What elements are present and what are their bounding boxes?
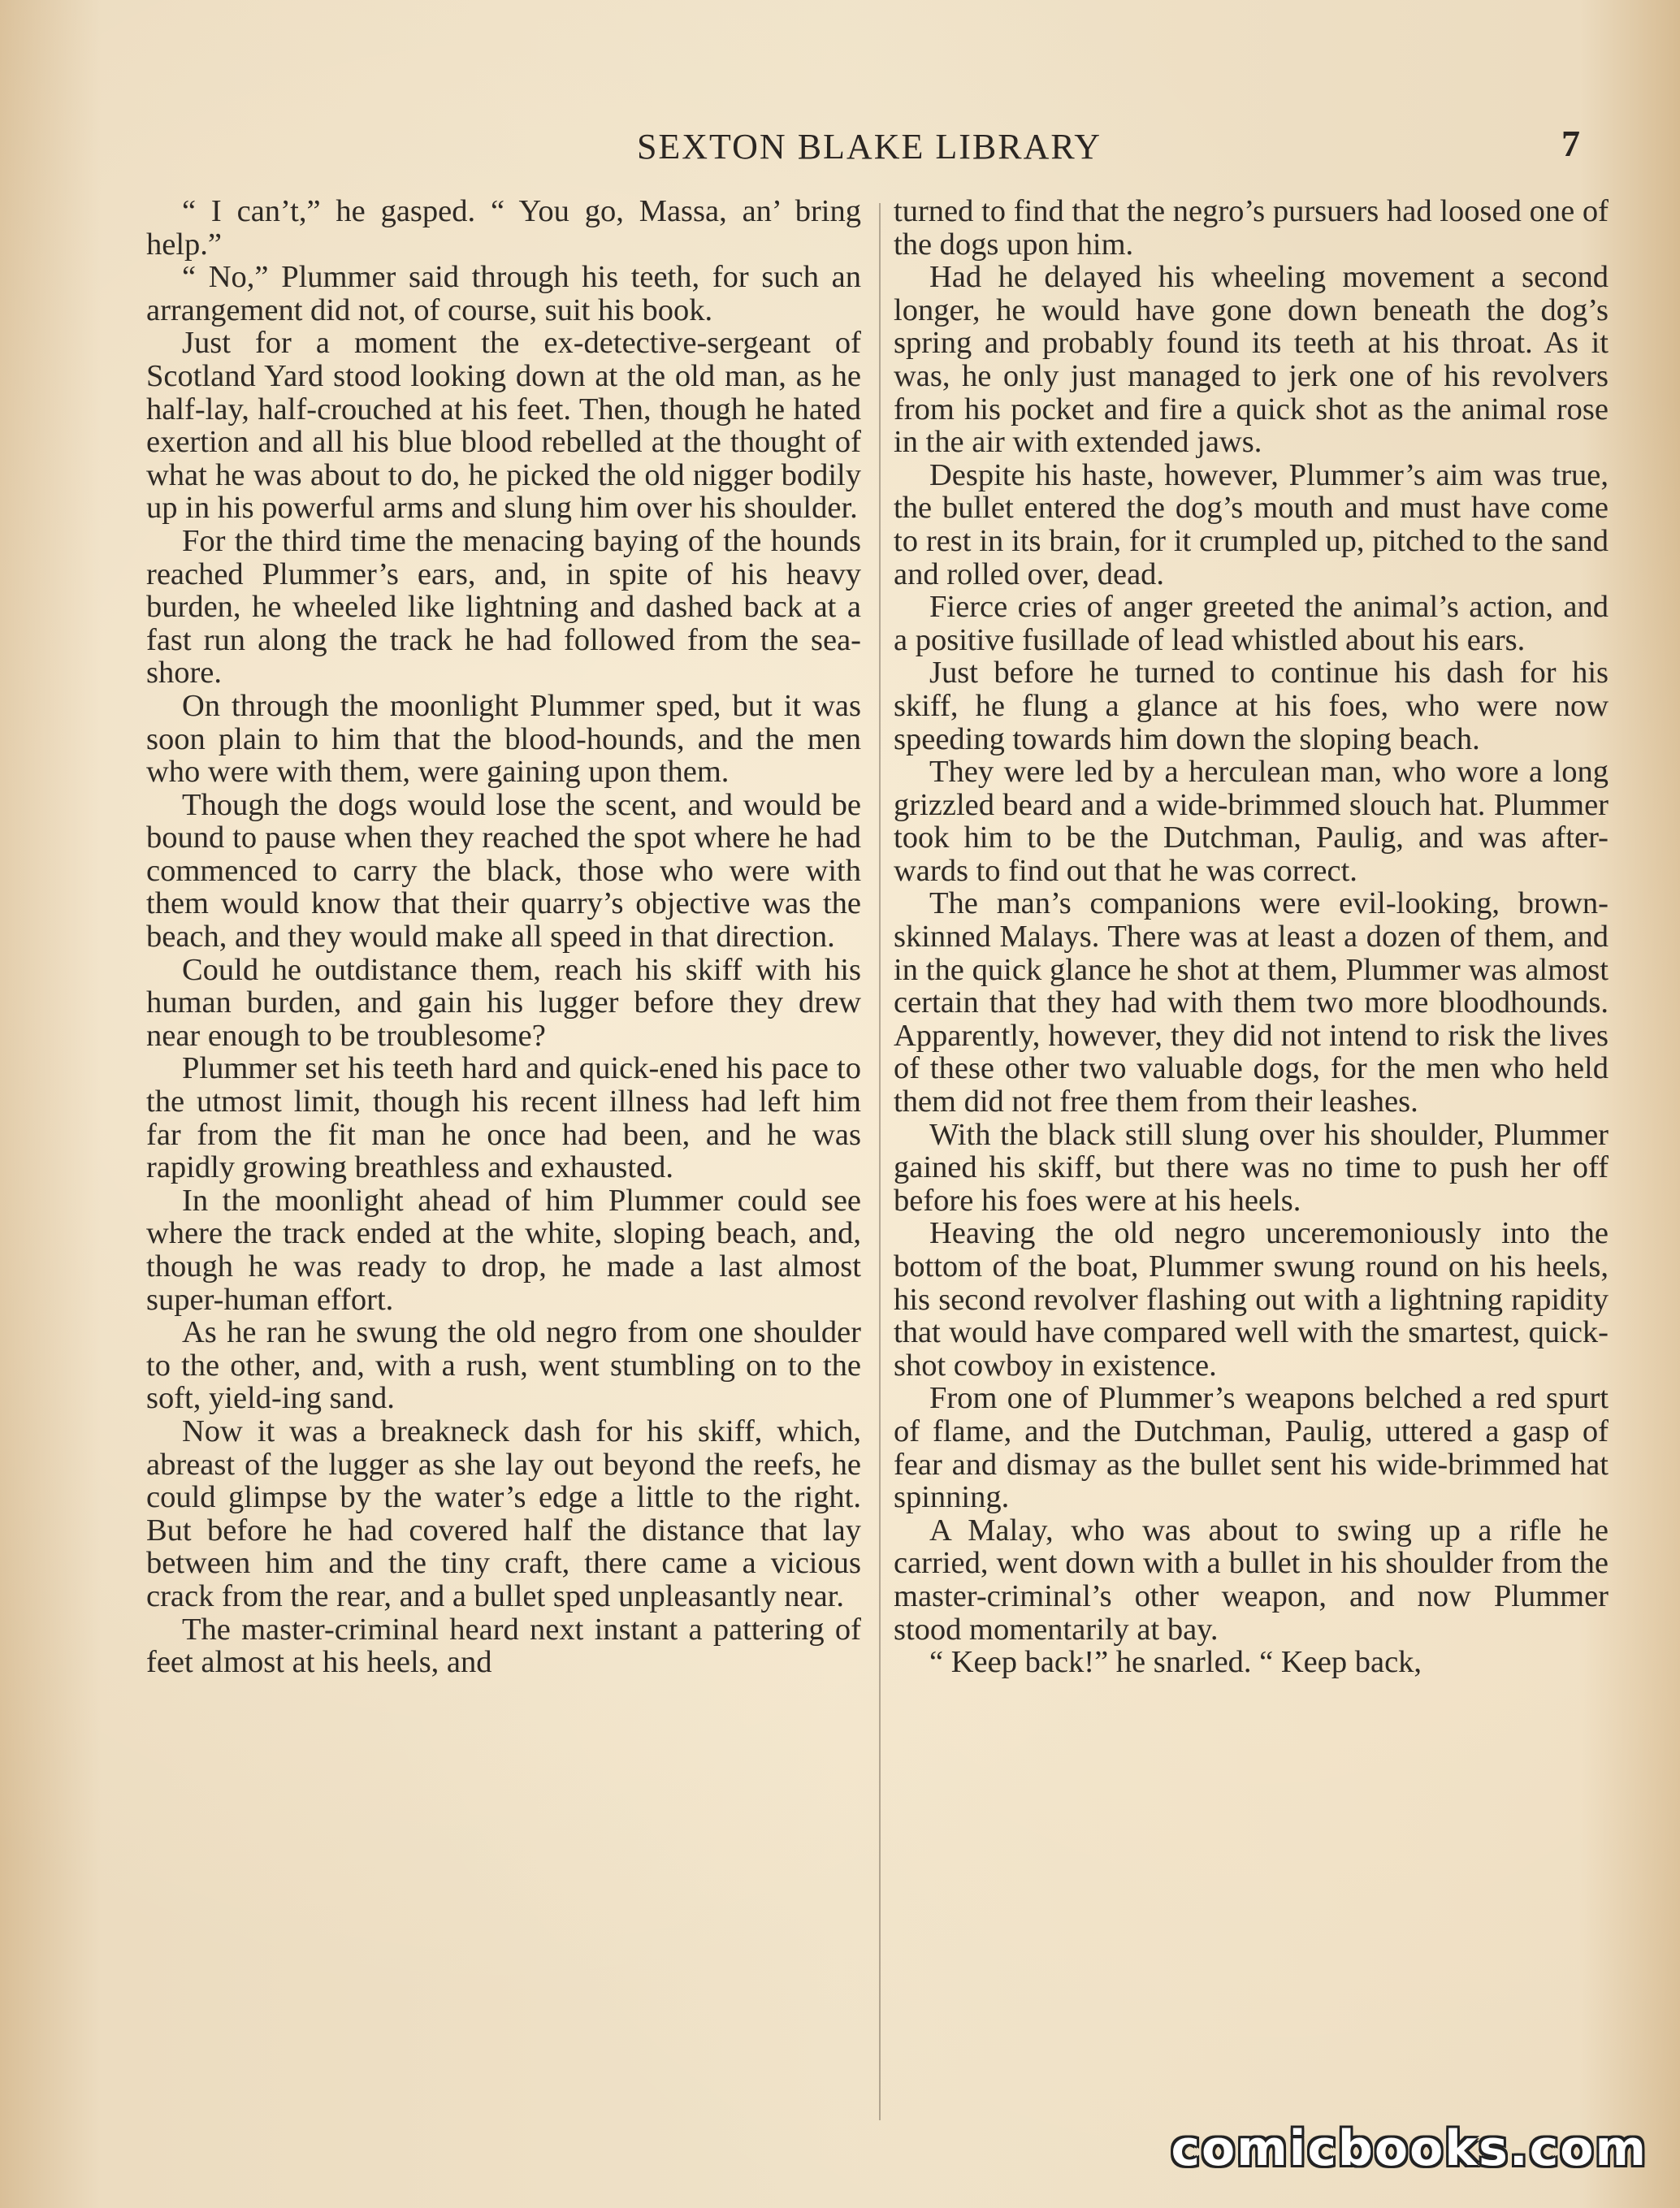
paragraph: Just before he turned to continue his dash for his skiff, he flung a glance at his foes, who were now speeding towards him down the sloping beach. <box>894 656 1609 756</box>
paragraph: Had he delayed his wheeling movement a second longer, he would have gone down beneath the dog’s spring and probably found its teeth at his throat. As it was, he only just managed to jerk one of his revolvers from his pocket and fire a quick shot as the animal rose in the air with extended jaws. <box>894 260 1609 460</box>
paragraph: turned to find that the negro’s pursuers had loosed one of the dogs upon him. <box>894 194 1609 262</box>
site-watermark: comicbooks.com <box>1171 2120 1648 2177</box>
paragraph: Heaving the old negro unceremoniously into the bottom of the boat, Plummer swung round on his heels, his second revolver flashing out with a lightning rapidity that would have compared well with the smartest, quick-shot cowboy in existence. <box>894 1216 1609 1383</box>
column-divider <box>879 203 881 2120</box>
paragraph: Though the dogs would lose the scent, and would be bound to pause when they reached the spot where he had commenced to carry the black, those who were with them would know that their quarry’s objective was the beach, and they would make all speed in that direction. <box>146 787 861 955</box>
running-header: SEXTON BLAKE LIBRARY <box>636 127 1102 167</box>
paragraph: “ I can’t,” he gasped. “ You go, Massa, an’ bring help.” <box>146 194 861 262</box>
paragraph: They were led by a herculean man, who wore a long grizzled beard and a wide-brimmed slouch hat. Plummer took him to be the Dutchman, Paulig, and was after-wards to find out that he was correct. <box>894 755 1609 888</box>
paragraph: “ Keep back!” he snarled. “ Keep back, <box>929 1645 1422 1680</box>
paragraph: As he ran he swung the old negro from one shoulder to the other, and, with a rush, went stumbling on to the soft, yield-ing sand. <box>146 1315 861 1416</box>
paragraph: Fierce cries of anger greeted the animal’s action, and a positive fusillade of lead whistled about his ears. <box>894 590 1609 657</box>
right-column <box>894 195 1609 1679</box>
paragraph: In the moonlight ahead of him Plummer could see where the track ended at the white, sloping beach, and, though he was ready to drop, he made a last almost super-human effort. <box>146 1183 861 1317</box>
paragraph: Just for a moment the ex-detective-sergeant of Scotland Yard stood looking down at the old man, as he half-lay, half-crouched at his feet. Then, though he hated exertion and all his blue blood rebelled at the thought of what he was about to do, he picked the old nigger bodily up in his powerful arms and slung him over his shoulder. <box>146 326 861 526</box>
paragraph: Now it was a breakneck dash for his skiff, which, abreast of the lugger as she lay out beyond the reefs, he could glimpse by the water’s edge a little to the right. But before he had covered half the distance that lay between him and the tiny craft, there came a vicious crack from the rear, and a bullet sped unpleasantly near. <box>146 1414 861 1613</box>
paragraph: On through the moonlight Plummer sped, but it was soon plain to him that the blood-hounds, and the men who were with them, were gaining upon them. <box>146 688 861 790</box>
paragraph: A Malay, who was about to swing up a rifle he carried, went down with a bullet in his shoulder from the master-criminal’s other weapon, and now Plummer stood momentarily at bay. <box>894 1513 1609 1647</box>
paragraph: For the third time the menacing baying of the hounds reached Plummer’s ears, and, in spite of his heavy burden, he wheeled like lightning and dashed back at a fast run along the track he had followed from the sea-shore. <box>146 523 861 691</box>
paragraph: Could he outdistance them, reach his skiff with his human burden, and gain his lugger before they drew near enough to be troublesome? <box>146 952 861 1053</box>
left-column <box>146 195 861 1679</box>
paragraph: With the black still slung over his shoulder, Plummer gained his skiff, but there was no time to push her off before his foes were at his heels. <box>894 1117 1609 1218</box>
paragraph: “ No,” Plummer said through his teeth, for such an arrangement did not, of course, suit his book. <box>146 260 861 327</box>
paragraph: The master-criminal heard next instant a pattering of feet almost at his heels, and <box>146 1612 861 1680</box>
paragraph: The man’s companions were evil-looking, brown-skinned Malays. There was at least a dozen of them, and in the quick glance he shot at them, Plummer was almost certain that they had with them two more bloodhounds. Apparently, however, they did not intend to risk the lives of these other two valuable dogs, for the men who held them did not free them from their leashes. <box>894 886 1609 1119</box>
paragraph: Despite his haste, however, Plummer’s aim was true, the bullet entered the dog’s mouth and must have come to rest in its brain, for it crumpled up, pitched to the sand and rolled over, dead. <box>894 457 1609 591</box>
paragraph: From one of Plummer’s weapons belched a red spurt of flame, and the Dutchman, Paulig, uttered a gasp of fear and dismay as the bullet sent his wide-brimmed hat spinning. <box>894 1381 1609 1515</box>
paragraph: Plummer set his teeth hard and quick-ened his pace to the utmost limit, though his recent illness had left him far from the fit man he once had been, and he was rapidly growing breathless and exhausted. <box>146 1051 861 1185</box>
page-number: 7 <box>1561 123 1580 164</box>
